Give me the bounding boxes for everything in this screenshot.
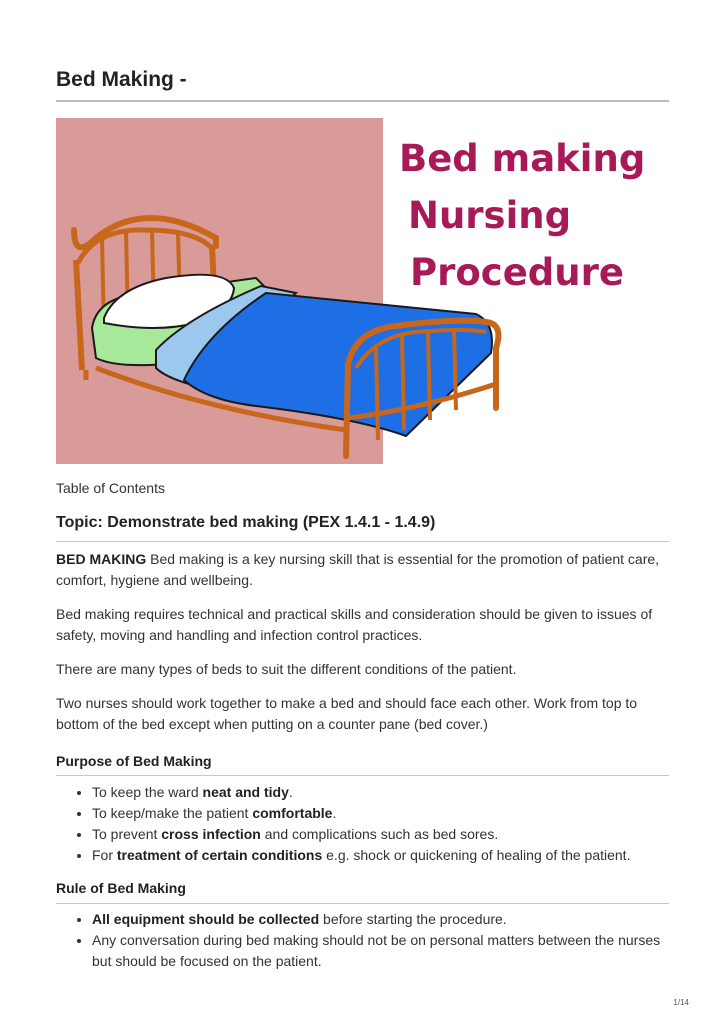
hero-title-line: Bed making: [399, 137, 646, 180]
paragraph: There are many types of beds to suit the different conditions of the patient.: [56, 661, 517, 677]
paragraph: Bed making requires technical and practical skills and consideration should be given to issues of safety, moving and handling and infection control practices.: [56, 606, 653, 643]
hero-title-line: Nursing: [408, 194, 572, 237]
topic-divider: [56, 541, 669, 542]
intro-paragraph: [56, 549, 669, 591]
intro-lead: BED MAKING: [56, 551, 147, 567]
page-number: 1/14: [673, 998, 689, 1007]
list-item: • To prevent cross infection and complications such as bed sores.: [92, 824, 669, 845]
purpose-heading: Purpose of Bed Making: [56, 753, 212, 769]
rule-heading: Rule of Bed Making: [56, 880, 186, 896]
table-of-contents-link[interactable]: Table of Contents: [56, 480, 165, 496]
list-item: • All equipment should be collected before starting the procedure.: [92, 909, 669, 930]
rule-list: [56, 909, 669, 972]
rule-divider: [56, 903, 669, 904]
paragraph: Two nurses should work together to make a bed and should face each other. Work from top to bottom of the bed except when putting on a counter pane (bed cover.): [56, 695, 638, 732]
list-item: • To keep the ward neat and tidy.: [92, 782, 669, 803]
topic-heading: Topic: Demonstrate bed making (PEX 1.4.1 - 1.4.9): [56, 514, 436, 531]
intro-text: Bed making is a key nursing skill that is essential for the promotion of patient care, comfort, hygiene and wellbeing.: [56, 551, 660, 588]
list-item: • To keep/make the patient comfortable.: [92, 803, 669, 824]
title-divider: [56, 100, 669, 102]
list-item: • For treatment of certain conditions e.g. shock or quickening of healing of the patient.: [92, 845, 669, 866]
hero-title-line: Procedure: [410, 251, 624, 294]
purpose-list: [56, 782, 669, 866]
hero-image: [56, 118, 669, 464]
purpose-divider: [56, 775, 669, 776]
list-item: • Any conversation during bed making should not be on personal matters between the nurses but should be focused on the patient.: [92, 930, 669, 972]
hero-title: [399, 130, 669, 301]
page-title: Bed Making -: [56, 68, 187, 91]
